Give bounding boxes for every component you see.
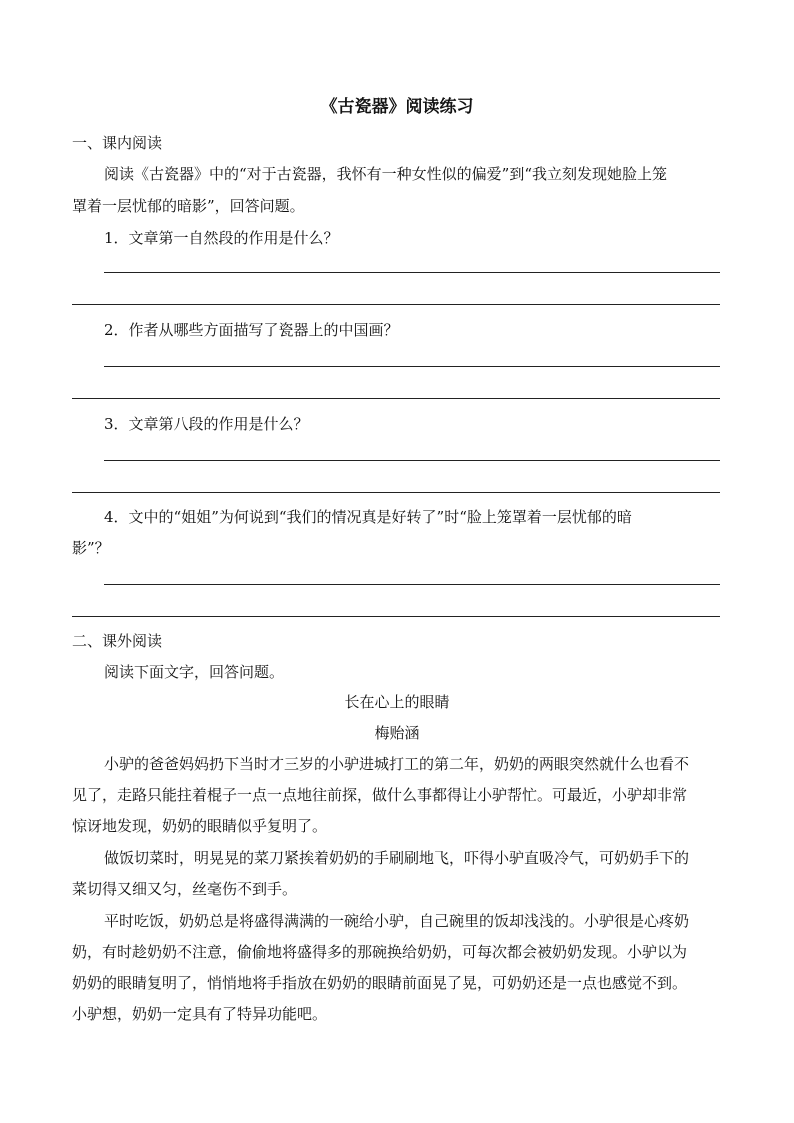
story-author: 梅贻涵 <box>374 724 420 742</box>
answer-line[interactable] <box>72 616 720 617</box>
answer-line[interactable] <box>104 584 720 585</box>
question-3: 3．文章第八段的作用是什么？ <box>104 415 309 433</box>
paragraph-3-line-1: 平时吃饭，奶奶总是将盛得满满的一碗给小驴，自己碗里的饭却浅浅的。小驴很是心疼奶 <box>104 912 690 930</box>
story-title: 长在心上的眼睛 <box>344 693 450 711</box>
section-2-heading: 二、课外阅读 <box>72 632 163 650</box>
paragraph-1-line-3: 惊讶地发现，奶奶的眼睛似乎复明了。 <box>72 817 328 835</box>
section-1-intro-line-2: 罩着一层忧郁的暗影”，回答问题。 <box>72 197 305 215</box>
document-title: 《古瓷器》阅读练习 <box>320 97 474 117</box>
paragraph-1-line-1: 小驴的爸爸妈妈扔下当时才三岁的小驴进城打工的第二年，奶奶的两眼突然就什么也看不 <box>104 755 690 773</box>
paragraph-2-line-2: 菜切得又细又匀，丝毫伤不到手。 <box>72 880 298 898</box>
paragraph-3-line-4: 小驴想，奶奶一定具有了特异功能吧。 <box>72 1005 328 1023</box>
answer-line[interactable] <box>104 460 720 461</box>
question-4-line-1: 4．文中的“姐姐”为何说到“我们的情况真是好转了”时“脸上笼罩着一层忧郁的暗 <box>104 508 632 526</box>
section-2-instruction: 阅读下面文字，回答问题。 <box>104 663 285 681</box>
answer-line[interactable] <box>104 272 720 273</box>
answer-line[interactable] <box>104 366 720 367</box>
question-2: 2．作者从哪些方面描写了瓷器上的中国画？ <box>104 321 399 339</box>
section-1-heading: 一、课内阅读 <box>72 134 163 152</box>
paragraph-2-line-1: 做饭切菜时，明晃晃的菜刀紧挨着奶奶的手刷刷地飞，吓得小驴直吸冷气，可奶奶手下的 <box>104 849 690 867</box>
answer-line[interactable] <box>72 398 720 399</box>
paragraph-3-line-2: 奶，有时趁奶奶不注意，偷偷地将盛得多的那碗换给奶奶，可每次都会被奶奶发现。小驴以为 <box>72 943 688 961</box>
section-1-intro-line-1: 阅读《古瓷器》中的“对于古瓷器，我怀有一种女性似的偏爱”到“我立刻发现她脸上笼 <box>104 165 668 183</box>
paragraph-1-line-2: 见了，走路只能拄着棍子一点一点地往前探，做什么事都得让小驴帮忙。可最近，小驴却非常 <box>72 786 688 804</box>
paragraph-3-line-3: 奶奶的眼睛复明了，悄悄地将手指放在奶奶的眼睛前面晃了晃，可奶奶还是一点也感觉不到。 <box>72 974 688 992</box>
answer-line[interactable] <box>72 492 720 493</box>
question-1: 1．文章第一自然段的作用是什么？ <box>104 229 339 247</box>
question-4-line-2: 影”？ <box>72 539 110 557</box>
answer-line[interactable] <box>72 304 720 305</box>
